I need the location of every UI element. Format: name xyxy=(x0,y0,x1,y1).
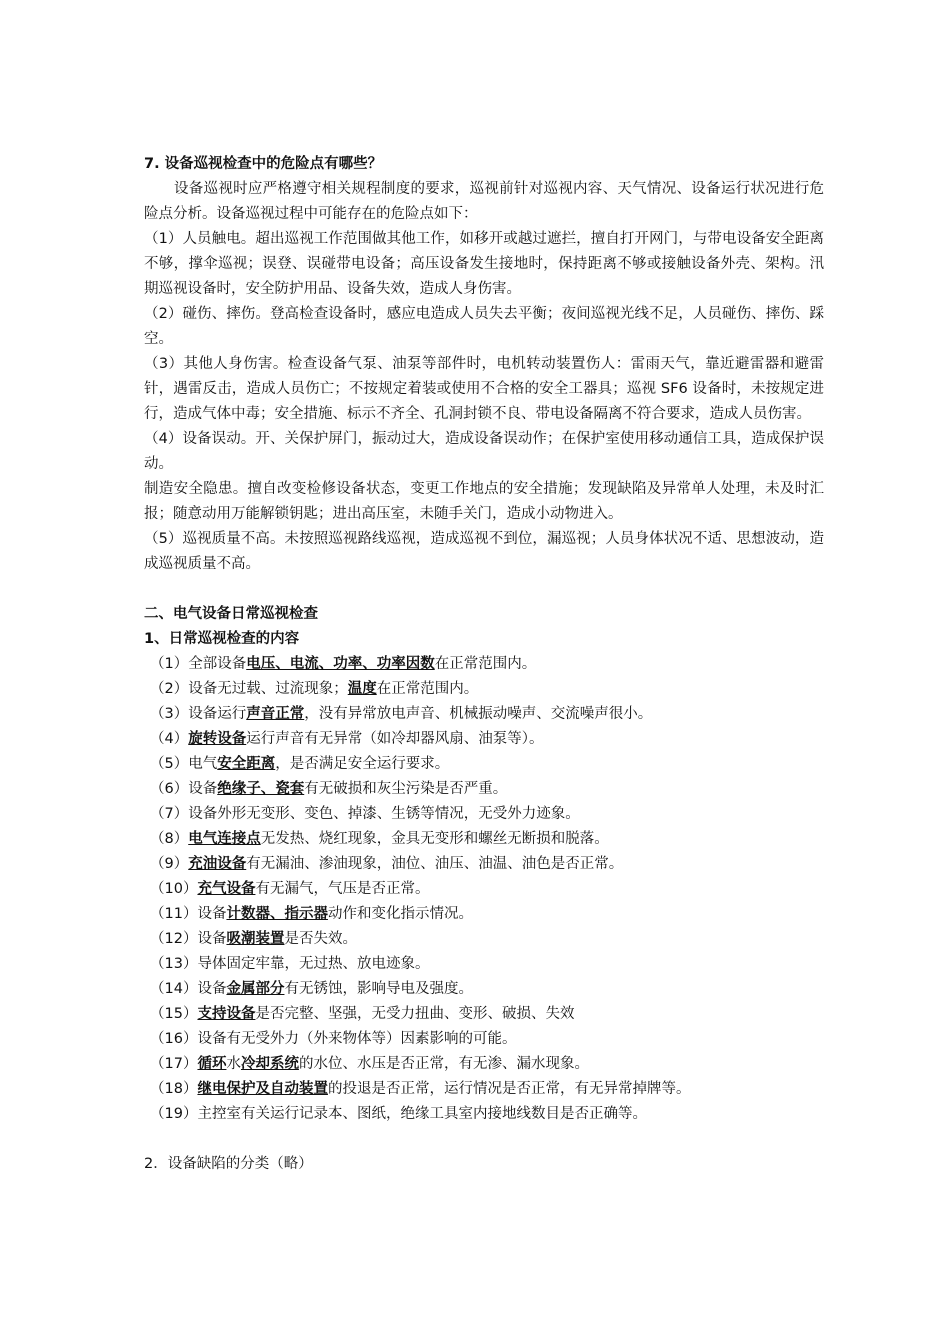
section7-item: （3）其他人身伤害。检查设备气泵、油泵等部件时，电机转动装置伤人：雷雨天气，靠近避雷器和避雷针，遇雷反击，造成人员伤亡；不按规定着装或使用不合格的安全工器具；巡视 SF6 设备时，未按规定进行，造成气体中毒；安全措施、标示不齐全、孔洞封锁不良、带电设备隔离不符合要求，造成人员伤害。 xyxy=(144,356,824,422)
item-text: 是否完整、坚强，无受力扭曲、变形、破损、失效 xyxy=(255,1006,575,1022)
item-text: 在正常范围内。 xyxy=(434,656,537,672)
checklist-item xyxy=(144,977,824,1002)
item-text: 设备外形无变形、变色、掉漆、生锈等情况，无受外力迹象。 xyxy=(188,806,580,822)
item-text: 设备 xyxy=(197,981,227,997)
item-number: （17） xyxy=(150,1056,198,1072)
item-text: 设备无过载、过流现象； xyxy=(188,681,348,697)
checklist-item xyxy=(144,1077,824,1102)
item-text: 有无漏油、渗油现象，油位、油压、油温、油色是否正常。 xyxy=(246,856,624,872)
item-text: 有无破损和灰尘污染是否严重。 xyxy=(304,781,508,797)
item-number: （8） xyxy=(150,831,189,847)
item-text: 主控室有关运行记录本、图纸，绝缘工具室内接地线数目是否正确等。 xyxy=(197,1106,647,1122)
item-number: （12） xyxy=(150,931,198,947)
checklist-item xyxy=(144,852,824,877)
item-text: 有无锈蚀，影响导电及强度。 xyxy=(284,981,473,997)
item-keyword: 充气设备 xyxy=(197,881,256,897)
item-text: 导体固定牢靠，无过热、放电迹象。 xyxy=(197,956,430,972)
item-keyword: 吸潮装置 xyxy=(226,931,285,947)
checklist-item xyxy=(144,1052,824,1077)
item-number: （18） xyxy=(150,1081,198,1097)
item-text: 设备有无受外力（外来物体等）因素影响的可能。 xyxy=(197,1031,517,1047)
item-number: （5） xyxy=(150,756,189,772)
item-text: 无发热、烧红现象，金具无变形和螺丝无断损和脱落。 xyxy=(260,831,609,847)
section7-item: 制造安全隐患。擅自改变检修设备状态，变更工作地点的安全措施；发现缺陷及异常单人处理，未及时汇报；随意动用万能解锁钥匙；进出高压室，未随手关门，造成小动物进入。 xyxy=(144,481,824,522)
item-keyword: 旋转设备 xyxy=(188,731,247,747)
section2-sub2: 2．设备缺陷的分类（略） xyxy=(144,1156,313,1172)
item-keyword: 充油设备 xyxy=(188,856,247,872)
item-number: （10） xyxy=(150,881,198,897)
item-text: 设备 xyxy=(197,906,227,922)
item-text: 有无漏气，气压是否正常。 xyxy=(255,881,430,897)
item-text: 动作和变化指示情况。 xyxy=(327,906,473,922)
section7-item: （2）碰伤、摔伤。登高检查设备时，感应电造成人员失去平衡；夜间巡视光线不足，人员碰伤、摔伤、踩空。 xyxy=(144,306,824,347)
item-number: （19） xyxy=(150,1106,198,1122)
item-keyword: 冷却系统 xyxy=(240,1056,299,1072)
item-number: （3） xyxy=(150,706,189,722)
checklist-item xyxy=(144,727,824,752)
item-number: （14） xyxy=(150,981,198,997)
checklist-item xyxy=(144,702,824,727)
item-text: 设备运行 xyxy=(188,706,247,722)
checklist-item xyxy=(144,752,824,777)
inspection-checklist xyxy=(144,652,824,1127)
item-number: （6） xyxy=(150,781,189,797)
checklist-item xyxy=(144,927,824,952)
section2-heading: 二、电气设备日常巡视检查 xyxy=(144,606,318,622)
checklist-item xyxy=(144,677,824,702)
checklist-item xyxy=(144,877,824,902)
item-keyword: 温度 xyxy=(347,681,377,697)
item-text: 设备 xyxy=(197,931,227,947)
item-text: ，是否满足安全运行要求。 xyxy=(275,756,450,772)
item-keyword: 继电保护及自动装置 xyxy=(197,1081,328,1097)
item-keyword: 金属部分 xyxy=(226,981,285,997)
item-number: （15） xyxy=(150,1006,198,1022)
checklist-item xyxy=(144,952,824,977)
section7-item: （5）巡视质量不高。未按照巡视路线巡视，造成巡视不到位，漏巡视；人员身体状况不适、思想波动，造成巡视质量不高。 xyxy=(144,531,824,572)
item-number: （13） xyxy=(150,956,198,972)
item-keyword: 安全距离 xyxy=(217,756,276,772)
item-keyword: 计数器、指示器 xyxy=(226,906,328,922)
item-text: 在正常范围内。 xyxy=(376,681,479,697)
item-number: （2） xyxy=(150,681,189,697)
section2-subheading: 1、日常巡视检查的内容 xyxy=(144,631,300,647)
item-number: （11） xyxy=(150,906,198,922)
item-keyword: 循环 xyxy=(197,1056,227,1072)
document-body xyxy=(144,152,824,1177)
item-keyword: 电气连接点 xyxy=(188,831,261,847)
item-number: （7） xyxy=(150,806,189,822)
item-text: 全部设备 xyxy=(188,656,247,672)
item-text: 设备 xyxy=(188,781,218,797)
item-number: （1） xyxy=(150,656,189,672)
item-text: 的水位、水压是否正常，有无渗、漏水现象。 xyxy=(298,1056,589,1072)
checklist-item xyxy=(144,1027,824,1052)
item-keyword: 电压、电流、功率、功率因数 xyxy=(246,656,435,672)
item-number: （9） xyxy=(150,856,189,872)
checklist-item xyxy=(144,1102,824,1127)
checklist-item xyxy=(144,777,824,802)
item-text: ，没有异常放电声音、机械振动噪声、交流噪声很小。 xyxy=(304,706,653,722)
checklist-item xyxy=(144,902,824,927)
item-text: 的投退是否正常，运行情况是否正常，有无异常掉牌等。 xyxy=(327,1081,691,1097)
item-keyword: 绝缘子、瓷套 xyxy=(217,781,305,797)
checklist-item xyxy=(144,802,824,827)
item-text: 水 xyxy=(226,1056,241,1072)
item-text: 是否失效。 xyxy=(284,931,357,947)
item-number: （4） xyxy=(150,731,189,747)
item-text: 运行声音有无异常（如冷却器风扇、油泵等）。 xyxy=(246,731,544,747)
item-text: 电气 xyxy=(188,756,218,772)
section7-item: （1）人员触电。超出巡视工作范围做其他工作，如移开或越过遮拦，擅自打开网门，与带电设备安全距离不够，撑伞巡视；误登、误碰带电设备；高压设备发生接地时，保持距离不够或接触设备外壳、架构。汛期巡视设备时，安全防护用品、设备失效，造成人身伤害。 xyxy=(144,231,824,297)
checklist-item xyxy=(144,827,824,852)
item-number: （16） xyxy=(150,1031,198,1047)
checklist-item xyxy=(144,1002,824,1027)
checklist-item xyxy=(144,652,824,677)
item-keyword: 支持设备 xyxy=(197,1006,256,1022)
section7-intro: 设备巡视时应严格遵守相关规程制度的要求，巡视前针对巡视内容、天气情况、设备运行状况进行危险点分析。设备巡视过程中可能存在的危险点如下： xyxy=(144,181,824,222)
item-keyword: 声音正常 xyxy=(246,706,305,722)
section7-title: 7. 设备巡视检查中的危险点有哪些？ xyxy=(144,156,383,172)
section7-item: （4）设备误动。开、关保护屏门，振动过大，造成设备误动作；在保护室使用移动通信工具，造成保护误动。 xyxy=(144,431,824,472)
